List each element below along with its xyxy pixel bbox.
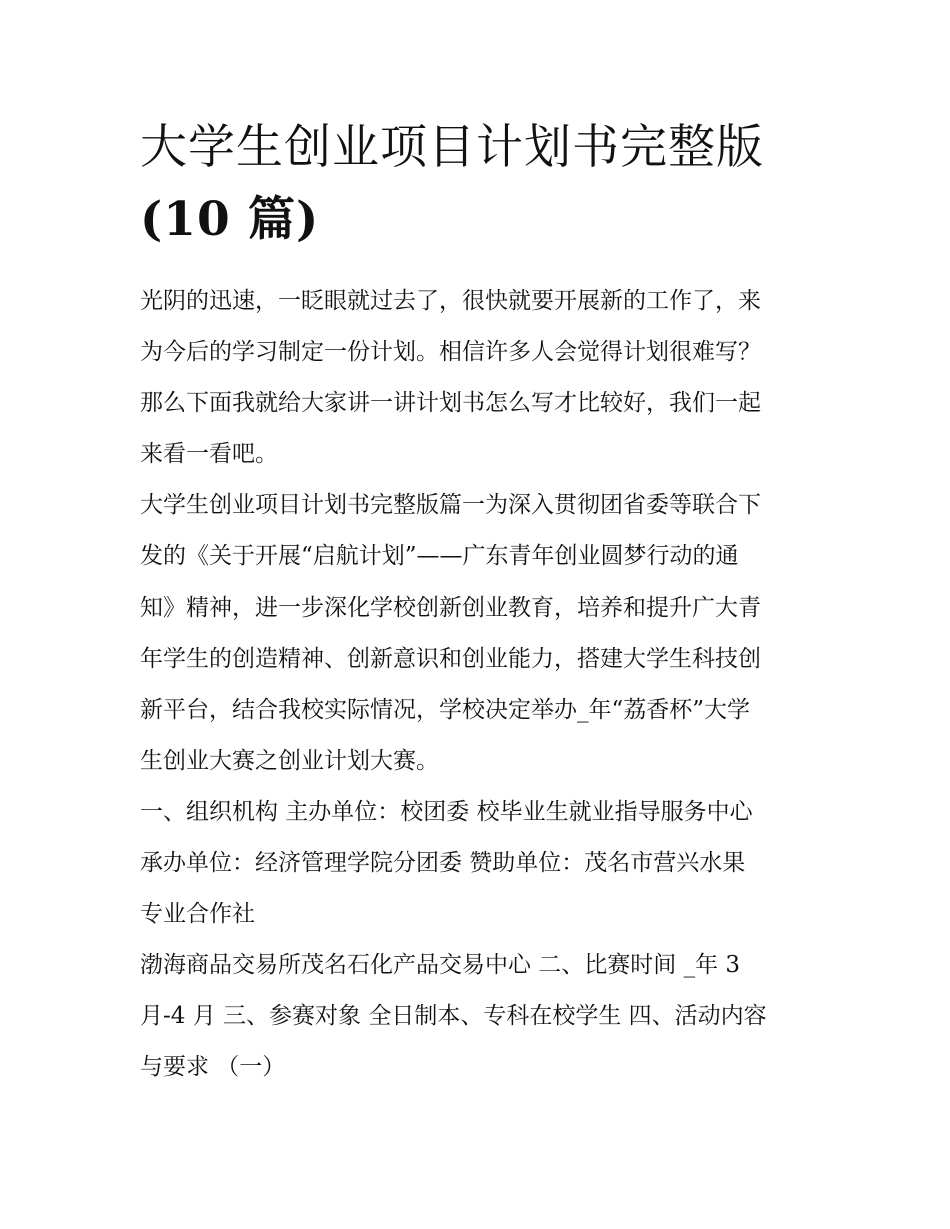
body-line-3: 那么下面我就给大家讲一讲计划书怎么写才比较好，我们一起 <box>140 390 761 417</box>
body-line-12: 承办单位：经济管理学院分团委 赞助单位：茂名市营兴水果 <box>140 850 746 877</box>
body-line-9: 新平台，结合我校实际情况，学校决定举办_年“荔香杯”大学 <box>140 696 751 723</box>
body-line-1: 光阴的迅速，一眨眼就过去了，很快就要开展新的工作了，来 <box>140 288 761 314</box>
body-line-15: 月-4 月 三、参赛对象 全日制本、专科在校学生 四、活动内容 <box>140 1003 767 1030</box>
body-line-4: 来看一看吧。 <box>140 441 278 468</box>
body-line-14: 渤海商品交易所茂名石化产品交易中心 二、比赛时间 _年 3 <box>140 952 741 979</box>
document-title <box>140 112 830 256</box>
body-line-2: 为今后的学习制定一份计划。相信许多人会觉得计划很难写？ <box>140 339 761 366</box>
title-line-1: 大学生创业项目计划书完整版 <box>140 120 764 175</box>
body-line-10: 生创业大赛之创业计划大赛。 <box>140 747 439 774</box>
document-body <box>140 276 830 1094</box>
body-line-11: 一、组织机构 主办单位：校团委 校毕业生就业指导服务中心 <box>140 798 753 825</box>
title-line-2: (10 篇) <box>140 192 320 247</box>
body-line-8: 年学生的创造精神、创新意识和创业能力，搭建大学生科技创 <box>140 645 761 672</box>
body-line-16: 与要求 （一） <box>140 1054 286 1081</box>
body-line-5: 大学生创业项目计划书完整版篇一为深入贯彻团省委等联合下 <box>140 492 761 519</box>
body-line-7: 知》精神，进一步深化学校创新创业教育，培养和提升广大青 <box>140 594 761 621</box>
body-line-6: 发的《关于开展“启航计划”——广东青年创业圆梦行动的通 <box>140 543 739 570</box>
body-line-13: 专业合作社 <box>140 901 255 928</box>
